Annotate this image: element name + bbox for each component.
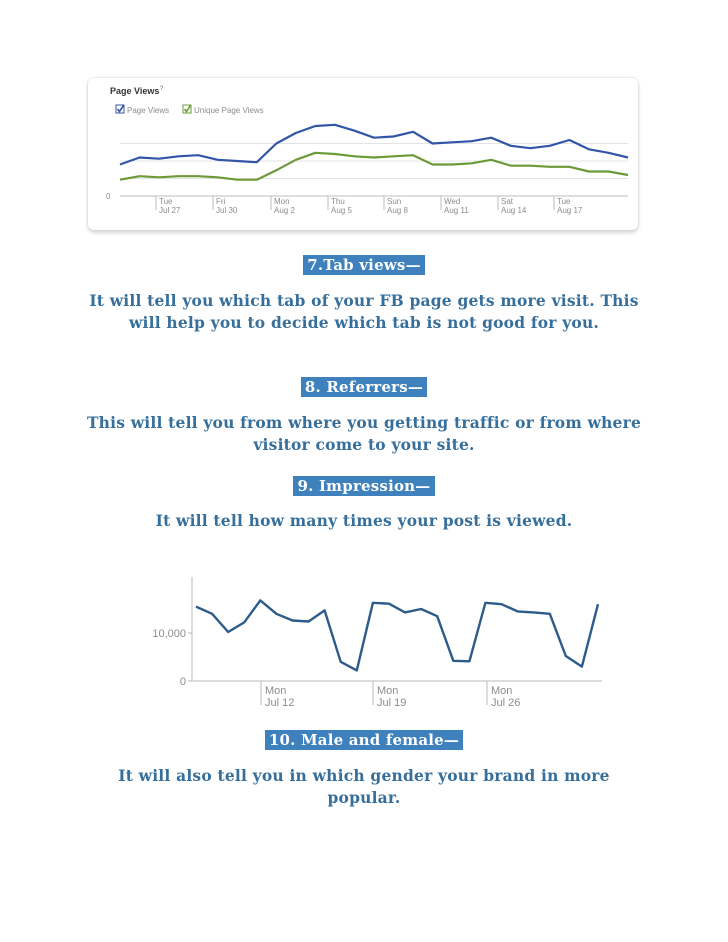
chart-title-help-icon: ? bbox=[160, 86, 164, 92]
heading-label: 10. Male and female— bbox=[265, 730, 463, 750]
x-tick-label-day: Mon bbox=[377, 685, 399, 697]
x-tick-label-day: Mon bbox=[491, 685, 513, 697]
x-tick-label-date: Aug 5 bbox=[331, 206, 352, 215]
x-tick-label-date: Aug 2 bbox=[274, 206, 295, 215]
impressions-chart bbox=[140, 565, 620, 715]
y-tick-label: 0 bbox=[106, 192, 111, 201]
heading-label: 9. Impression— bbox=[293, 476, 434, 496]
impressions-chart-svg bbox=[140, 565, 620, 715]
x-tick-label-day: Thu bbox=[331, 197, 345, 206]
x-tick-label-date: Aug 17 bbox=[557, 206, 583, 215]
x-tick-label-date: Jul 26 bbox=[491, 697, 521, 709]
section-text-referrers: This will tell you from where you getting traffic or from where visitor come to your site. bbox=[86, 413, 642, 454]
x-tick-label-day: Wed bbox=[444, 197, 461, 206]
series-line-impressions bbox=[196, 600, 598, 670]
section-heading-male-female bbox=[0, 730, 728, 749]
heading-label: 7.Tab views— bbox=[303, 255, 425, 275]
x-tick-label-date: Jul 19 bbox=[377, 697, 407, 709]
x-tick-label-day: Fri bbox=[216, 197, 226, 206]
y-tick-label: 0 bbox=[179, 676, 186, 688]
legend-entry: Unique Page Views bbox=[194, 106, 264, 115]
x-tick-label-day: Mon bbox=[265, 685, 287, 697]
x-tick-label-date: Jul 27 bbox=[159, 206, 181, 215]
chart-title: Page Views bbox=[110, 86, 160, 96]
x-tick-label-date: Jul 12 bbox=[265, 697, 295, 709]
x-tick-label-date: Aug 8 bbox=[387, 206, 408, 215]
section-heading-tab-views bbox=[0, 255, 728, 274]
x-tick-label-date: Aug 14 bbox=[501, 206, 527, 215]
legend-entry: Page Views bbox=[127, 106, 170, 115]
x-tick-label-day: Sat bbox=[501, 197, 514, 206]
section-text-tab-views: It will tell you which tab of your FB page gets more visit. This will help you to decide which tab is not good for you. bbox=[89, 291, 639, 332]
section-text-impression: It will tell how many times your post is viewed. bbox=[155, 511, 573, 530]
page-views-chart-svg bbox=[88, 78, 638, 230]
section-heading-referrers bbox=[0, 377, 728, 396]
x-tick-label-day: Sun bbox=[387, 197, 402, 206]
section-text-male-female: It will also tell you in which gender your brand in more popular. bbox=[118, 766, 610, 807]
section-heading-impression bbox=[0, 476, 728, 495]
y-tick-label: 10,000 bbox=[152, 628, 186, 640]
x-tick-label-date: Jul 30 bbox=[216, 206, 238, 215]
x-tick-label-day: Mon bbox=[274, 197, 290, 206]
x-tick-label-day: Tue bbox=[159, 197, 173, 206]
series-line-unique-page-views bbox=[120, 153, 628, 180]
page-views-chart bbox=[88, 78, 638, 230]
x-tick-label-day: Tue bbox=[557, 197, 571, 206]
heading-label: 8. Referrers— bbox=[301, 377, 427, 397]
x-tick-label-date: Aug 11 bbox=[444, 206, 469, 215]
